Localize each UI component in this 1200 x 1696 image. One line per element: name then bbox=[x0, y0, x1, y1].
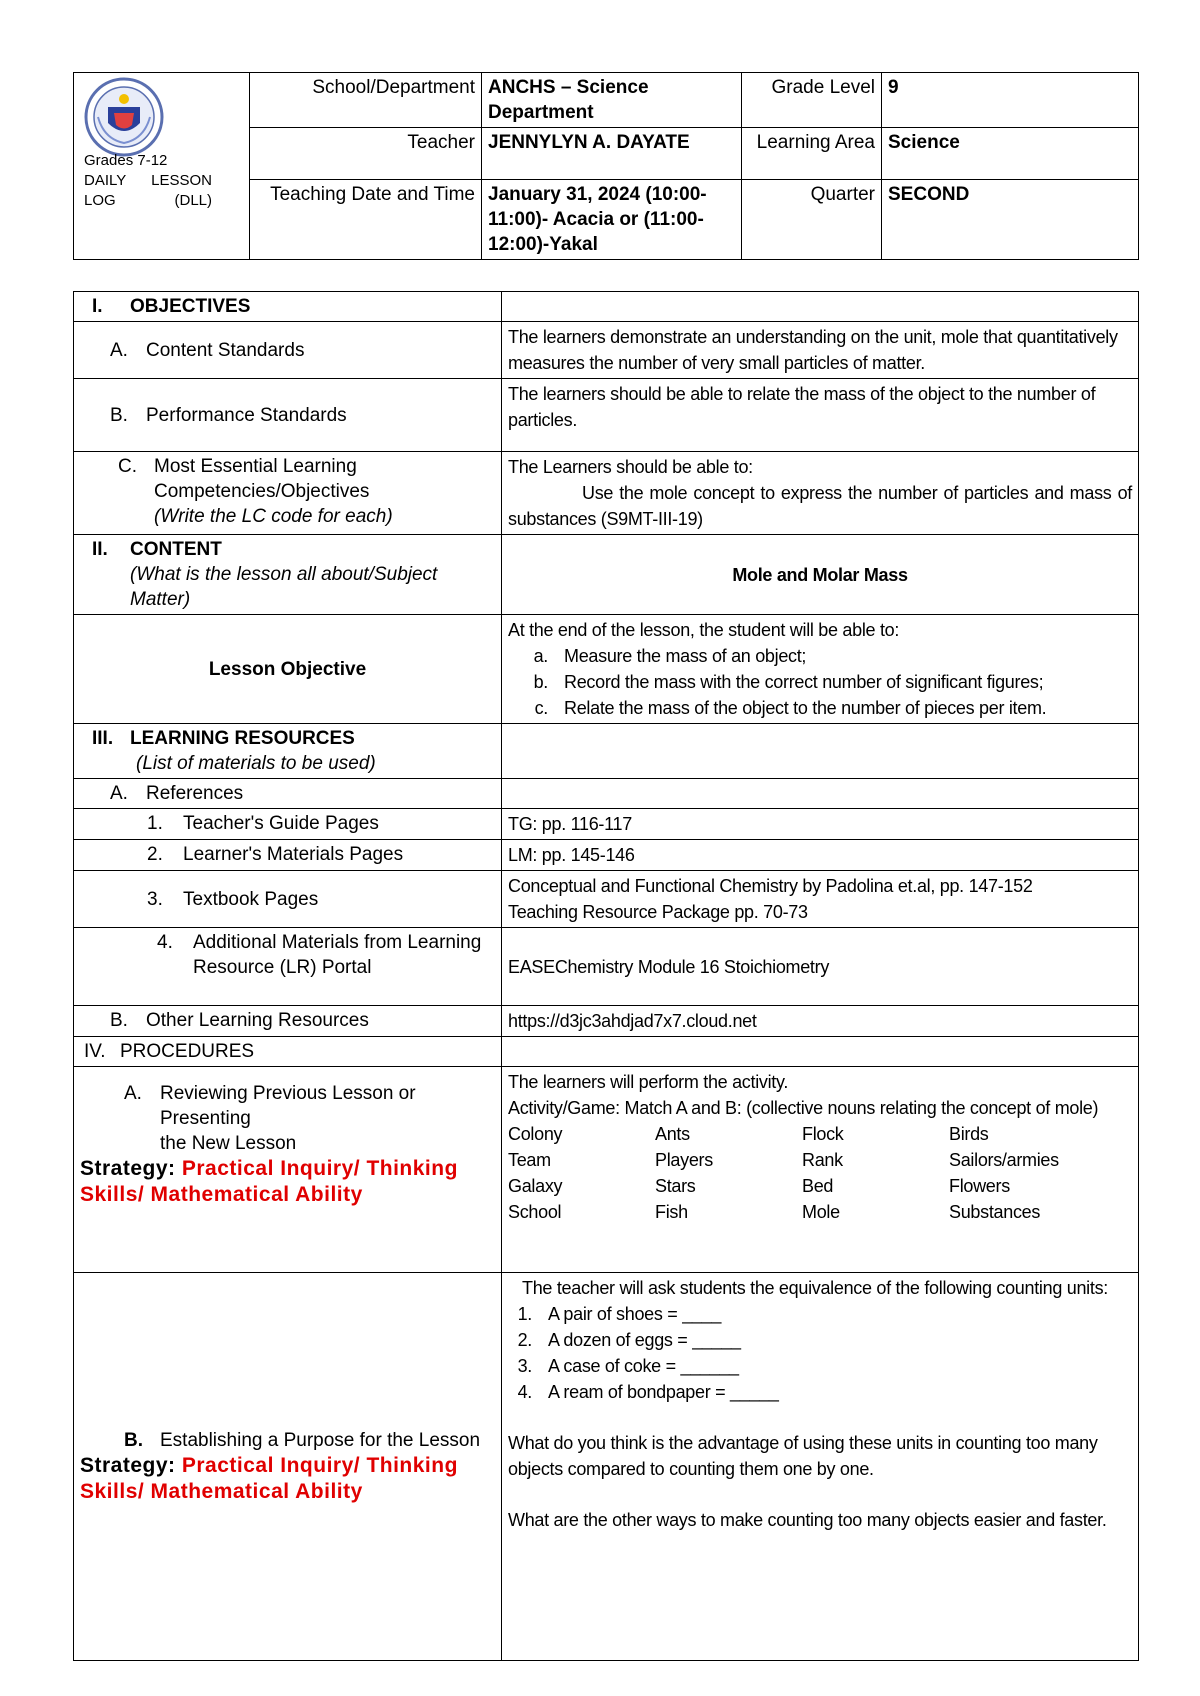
lm-label: 2. Learner's Materials Pages bbox=[74, 840, 502, 871]
content-standards-row bbox=[74, 322, 1139, 379]
content-row bbox=[74, 535, 1139, 615]
date-value: January 31, 2024 (10:00-11:00)- Acacia or (11:00-12:00)-Yakal bbox=[482, 180, 742, 260]
quarter-label: Quarter bbox=[742, 180, 882, 260]
list-item: 4. A ream of bondpaper = _____ bbox=[517, 1382, 779, 1402]
lm-row bbox=[74, 840, 1139, 871]
other-resources-link[interactable]: https://d3jc3ahdjad7x7.cloud.net bbox=[502, 1006, 1139, 1037]
dll-label: DAILY LESSON LOG (DLL) bbox=[84, 172, 212, 209]
objectives-heading: I. OBJECTIVES bbox=[74, 292, 502, 322]
procedure-a-row bbox=[74, 1067, 1139, 1273]
header-table bbox=[73, 72, 1139, 260]
lesson-objective-value: At the end of the lesson, the student will be able to: a. Measure the mass of an object; b. Record the mass with the correct number of significant figures; c. Relate the mass of the object to the number of pieces per item. bbox=[502, 615, 1139, 724]
strategy-b: Strategy: Practical Inquiry/ Thinking Skills/ Mathematical Ability bbox=[80, 1454, 458, 1503]
lesson-objective-row bbox=[74, 615, 1139, 724]
procedure-b-row bbox=[74, 1273, 1139, 1661]
teacher-value: JENNYLYN A. DAYATE bbox=[482, 128, 742, 180]
other-resources-row bbox=[74, 1006, 1139, 1037]
area-label: Learning Area bbox=[742, 128, 882, 180]
melc-row bbox=[74, 452, 1139, 535]
references-row bbox=[74, 779, 1139, 809]
content-value: Mole and Molar Mass bbox=[502, 535, 1139, 615]
match-grid: Colony Ants Flock Birds Team Players Rank Sailors/armies Galaxy Stars Bed Flowers School Fish Mole Substances bbox=[508, 1124, 1059, 1222]
performance-standards-value: The learners should be able to relate the mass of the object to the number of particles. bbox=[502, 379, 1139, 452]
tg-label: 1. Teacher's Guide Pages bbox=[74, 809, 502, 840]
lesson-objective-label: Lesson Objective bbox=[74, 615, 502, 724]
question-other-ways: What are the other ways to make counting too many objects easier and faster. bbox=[508, 1510, 1107, 1530]
date-label: Teaching Date and Time bbox=[250, 180, 482, 260]
content-label: II. CONTENT (What is the lesson all about/Subject Matter) bbox=[74, 535, 502, 615]
resources-row bbox=[74, 724, 1139, 779]
lesson-objective-list bbox=[508, 643, 1132, 721]
school-value: ANCHS – Science Department bbox=[482, 73, 742, 128]
performance-standards-row bbox=[74, 379, 1139, 452]
question-advantage: What do you think is the advantage of using these units in counting too many objects compared to counting them one by one. bbox=[508, 1433, 1098, 1479]
procedure-b-label: B. Establishing a Purpose for the Lesson Strategy: Practical Inquiry/ Thinking Skills/ Mathematical Ability bbox=[74, 1273, 502, 1661]
content-standards-label: A. Content Standards bbox=[74, 322, 502, 379]
tg-value: TG: pp. 116-117 bbox=[502, 809, 1139, 840]
deped-seal-logo bbox=[84, 77, 164, 157]
grade-value: 9 bbox=[882, 73, 1139, 128]
melc-label: C. Most Essential Learning Competencies/Objectives (Write the LC code for each) bbox=[74, 452, 502, 535]
grade-label: Grade Level bbox=[742, 73, 882, 128]
lesson-plan-table bbox=[73, 291, 1139, 1661]
list-item: b. Record the mass with the correct number of significant figures; bbox=[533, 672, 1044, 692]
deped-logo-cell bbox=[74, 73, 250, 260]
additional-materials-label: 4. Additional Materials from Learning Resource (LR) Portal bbox=[74, 928, 502, 1006]
area-value: Science bbox=[882, 128, 1139, 180]
additional-materials-row bbox=[74, 928, 1139, 1006]
procedure-a-label: A. Reviewing Previous Lesson or Presenting the New Lesson Strategy: Practical Inquiry/ Thinking Skills/ Mathematical Ability bbox=[74, 1067, 502, 1273]
textbook-label: 3. Textbook Pages bbox=[74, 871, 502, 928]
melc-note: (Write the LC code for each) bbox=[154, 506, 393, 527]
school-label: School/Department bbox=[250, 73, 482, 128]
teacher-label: Teacher bbox=[250, 128, 482, 180]
procedures-heading: IV. PROCEDURES bbox=[74, 1037, 502, 1067]
list-item: a. Measure the mass of an object; bbox=[533, 646, 807, 666]
tg-row bbox=[74, 809, 1139, 840]
counting-units-list bbox=[508, 1301, 1132, 1405]
list-item: 2. A dozen of eggs = _____ bbox=[517, 1330, 741, 1350]
lm-value: LM: pp. 145-146 bbox=[502, 840, 1139, 871]
procedure-b-value: The teacher will ask students the equivalence of the following counting units: 1. A pair of shoes = ____ 2. A dozen of eggs = _____ 3. A case of coke = ______ 4. A ream of bondpaper = _____ What do you think is the advantage of using these units in counting too many objects compared to counting them one by one. What are the other ways to make counting too many objects easier and faster. bbox=[502, 1273, 1139, 1661]
procedures-row bbox=[74, 1037, 1139, 1067]
other-resources-label: B. Other Learning Resources bbox=[74, 1006, 502, 1037]
list-item: c. Relate the mass of the object to the number of pieces per item. bbox=[534, 698, 1047, 718]
performance-standards-label: B. Performance Standards bbox=[74, 379, 502, 452]
strategy-a: Strategy: Practical Inquiry/ Thinking Skills/ Mathematical Ability bbox=[80, 1157, 458, 1206]
textbook-value: Conceptual and Functional Chemistry by Padolina et.al, pp. 147-152 Teaching Resource Package pp. 70-73 bbox=[502, 871, 1139, 928]
references-label: A. References bbox=[74, 779, 502, 809]
quarter-value: SECOND bbox=[882, 180, 1139, 260]
melc-value: The Learners should be able to: Use the mole concept to express the number of particles and mass of substances (S9MT-III-19) bbox=[502, 452, 1139, 535]
textbook-row bbox=[74, 871, 1139, 928]
grades-label: Grades 7-12 bbox=[84, 152, 168, 169]
list-item: 1. A pair of shoes = ____ bbox=[517, 1304, 722, 1324]
procedure-a-value: The learners will perform the activity. Activity/Game: Match A and B: (collective nouns relating the concept of mole) Colony Ants Flock Birds Team Players Rank Sailors/armies Galaxy Stars Bed Flowers School Fish Mole Substances bbox=[502, 1067, 1139, 1273]
objectives-row bbox=[74, 292, 1139, 322]
resources-label: III. LEARNING RESOURCES (List of materials to be used) bbox=[74, 724, 502, 779]
additional-materials-value: EASEChemistry Module 16 Stoichiometry bbox=[502, 928, 1139, 1006]
daily-lesson-log bbox=[73, 72, 1138, 1661]
content-standards-value: The learners demonstrate an understanding on the unit, mole that quantitatively measures the number of very small particles of matter. bbox=[502, 322, 1139, 379]
list-item: 3. A case of coke = ______ bbox=[517, 1356, 739, 1376]
